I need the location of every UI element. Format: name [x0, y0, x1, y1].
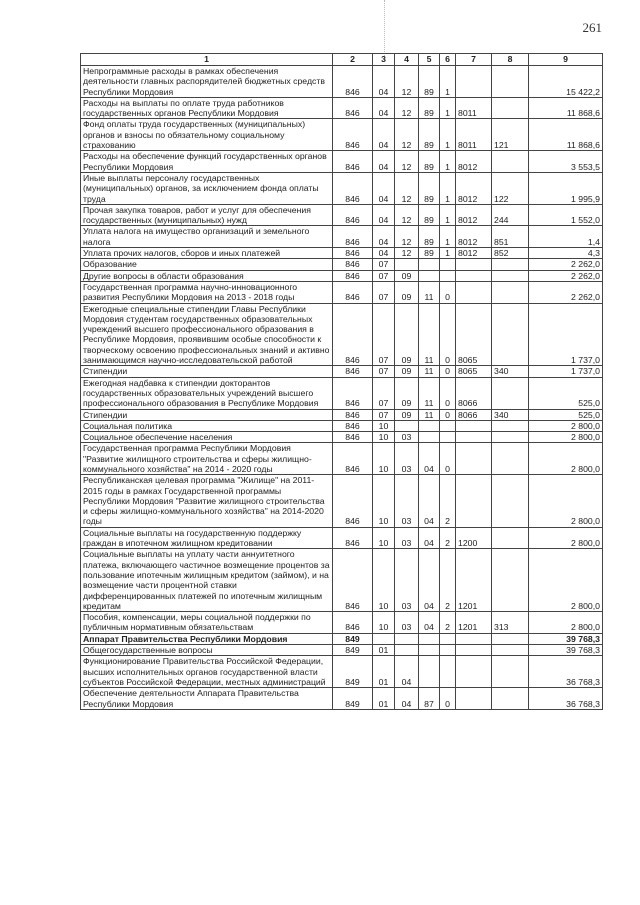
- row-ministry-code: 846: [333, 270, 373, 281]
- row-subprogram: 1: [440, 119, 456, 151]
- header-col-9: 9: [529, 54, 603, 66]
- row-article: [456, 645, 492, 656]
- row-subprogram: [440, 420, 456, 431]
- table-row: [81, 366, 603, 377]
- row-amount: 2 800,0: [529, 527, 603, 549]
- row-name: Ежегодная надбавка к стипендии докторантов государственных образовательных учреждений высшего профессионального образования в Республике Мордовия: [81, 377, 333, 409]
- row-name: Государственная программа научно-инновационного развития Республики Мордовия на 2013 - 2018 годы: [81, 281, 333, 303]
- row-program: 11: [419, 409, 440, 420]
- row-section: 10: [373, 612, 395, 634]
- row-expense-type: [492, 688, 529, 710]
- row-article: [456, 420, 492, 431]
- row-subsection: 04: [395, 656, 419, 688]
- row-amount: 2 800,0: [529, 420, 603, 431]
- row-expense-type: [492, 151, 529, 173]
- binding-mark: [384, 0, 386, 60]
- row-subsection: 09: [395, 270, 419, 281]
- row-article: [456, 281, 492, 303]
- row-amount: 2 800,0: [529, 432, 603, 443]
- row-program: 04: [419, 612, 440, 634]
- table-row: [81, 645, 603, 656]
- row-article: 8012: [456, 248, 492, 259]
- header-col-4: 4: [395, 54, 419, 66]
- header-col-5: 5: [419, 54, 440, 66]
- row-name: Уплата прочих налогов, сборов и иных платежей: [81, 248, 333, 259]
- row-subprogram: [440, 259, 456, 270]
- table-row: [81, 377, 603, 409]
- page-number: 261: [582, 20, 602, 35]
- row-amount: 525,0: [529, 377, 603, 409]
- row-section: 04: [373, 151, 395, 173]
- table-row: [81, 527, 603, 549]
- row-subprogram: [440, 432, 456, 443]
- row-subprogram: 2: [440, 549, 456, 612]
- row-subprogram: 2: [440, 475, 456, 527]
- row-program: 04: [419, 549, 440, 612]
- row-name: Аппарат Правительства Республики Мордовия: [81, 633, 333, 644]
- row-subsection: 12: [395, 151, 419, 173]
- row-subsection: [395, 259, 419, 270]
- row-expense-type: [492, 377, 529, 409]
- row-ministry-code: 846: [333, 409, 373, 420]
- row-ministry-code: 846: [333, 248, 373, 259]
- row-subsection: [395, 633, 419, 644]
- row-program: [419, 420, 440, 431]
- row-amount: 525,0: [529, 409, 603, 420]
- row-name: Функционирование Правительства Российской Федерации, высших исполнительных органов государственной власти субъектов Российской Федерации, местных администраций: [81, 656, 333, 688]
- row-ministry-code: 846: [333, 119, 373, 151]
- header-col-3: 3: [373, 54, 395, 66]
- row-amount: 2 800,0: [529, 475, 603, 527]
- row-article: 8011: [456, 119, 492, 151]
- row-amount: 1 737,0: [529, 366, 603, 377]
- row-amount: 39 768,3: [529, 645, 603, 656]
- row-name: Социальное обеспечение населения: [81, 432, 333, 443]
- table-row: [81, 172, 603, 204]
- row-name: Непрограммные расходы в рамках обеспечения деятельности главных распорядителей бюджетных средств Республики Мордовия: [81, 66, 333, 98]
- row-expense-type: [492, 420, 529, 431]
- row-ministry-code: 846: [333, 151, 373, 173]
- row-expense-type: [492, 475, 529, 527]
- row-expense-type: [492, 281, 529, 303]
- row-program: 87: [419, 688, 440, 710]
- row-section: 07: [373, 366, 395, 377]
- row-expense-type: [492, 432, 529, 443]
- row-subprogram: 1: [440, 97, 456, 119]
- table-row: [81, 420, 603, 431]
- row-subsection: [395, 420, 419, 431]
- row-expense-type: 122: [492, 172, 529, 204]
- row-amount: 3 553,5: [529, 151, 603, 173]
- row-ministry-code: 846: [333, 527, 373, 549]
- row-expense-type: [492, 97, 529, 119]
- row-article: [456, 475, 492, 527]
- row-article: [456, 66, 492, 98]
- row-amount: 4,3: [529, 248, 603, 259]
- row-section: 07: [373, 281, 395, 303]
- table-row: [81, 151, 603, 173]
- row-article: [456, 270, 492, 281]
- row-expense-type: 313: [492, 612, 529, 634]
- row-program: [419, 656, 440, 688]
- row-amount: 2 262,0: [529, 270, 603, 281]
- row-section: 10: [373, 443, 395, 475]
- row-program: 89: [419, 97, 440, 119]
- row-name: Ежегодные специальные стипендии Главы Республики Мордовия студентам государственных образовательных учреждений высшего профессионального образования в Республике Мордовия, проявившим особые способности к творческому освоению профессиональных знаний и активно занимающимся научно-исследовательской работой: [81, 303, 333, 366]
- row-subprogram: [440, 656, 456, 688]
- row-ministry-code: 846: [333, 281, 373, 303]
- row-program: 11: [419, 366, 440, 377]
- table-row: [81, 612, 603, 634]
- row-name: Стипендии: [81, 366, 333, 377]
- row-program: 89: [419, 248, 440, 259]
- row-name: Общегосударственные вопросы: [81, 645, 333, 656]
- row-subprogram: 1: [440, 151, 456, 173]
- budget-table: [80, 53, 603, 710]
- row-subprogram: 0: [440, 366, 456, 377]
- row-section: 01: [373, 656, 395, 688]
- row-expense-type: 340: [492, 366, 529, 377]
- row-subprogram: [440, 645, 456, 656]
- row-program: 04: [419, 527, 440, 549]
- row-subprogram: 2: [440, 612, 456, 634]
- row-ministry-code: 846: [333, 97, 373, 119]
- row-article: 1201: [456, 612, 492, 634]
- row-subsection: 03: [395, 612, 419, 634]
- row-article: 8065: [456, 303, 492, 366]
- row-subprogram: 1: [440, 66, 456, 98]
- row-article: 1200: [456, 527, 492, 549]
- row-ministry-code: 846: [333, 366, 373, 377]
- row-expense-type: [492, 270, 529, 281]
- table-row: [81, 303, 603, 366]
- row-section: 07: [373, 270, 395, 281]
- header-row: [81, 54, 603, 66]
- row-subprogram: 1: [440, 204, 456, 226]
- row-subsection: 04: [395, 688, 419, 710]
- row-section: 10: [373, 527, 395, 549]
- table-row: [81, 119, 603, 151]
- row-expense-type: [492, 549, 529, 612]
- table-row: [81, 475, 603, 527]
- row-subsection: 09: [395, 409, 419, 420]
- row-article: [456, 688, 492, 710]
- row-section: 01: [373, 645, 395, 656]
- row-ministry-code: 849: [333, 656, 373, 688]
- row-expense-type: 340: [492, 409, 529, 420]
- table-body: [81, 66, 603, 710]
- row-subprogram: 0: [440, 281, 456, 303]
- row-subprogram: [440, 270, 456, 281]
- row-ministry-code: 846: [333, 612, 373, 634]
- row-expense-type: [492, 66, 529, 98]
- row-program: [419, 432, 440, 443]
- row-subprogram: 1: [440, 172, 456, 204]
- row-amount: 1,4: [529, 226, 603, 248]
- row-article: [456, 432, 492, 443]
- row-name: Стипендии: [81, 409, 333, 420]
- table-row: [81, 248, 603, 259]
- row-name: Пособия, компенсации, меры социальной поддержки по публичным нормативным обязательствам: [81, 612, 333, 634]
- row-article: 8011: [456, 97, 492, 119]
- row-expense-type: [492, 259, 529, 270]
- row-article: 8012: [456, 204, 492, 226]
- row-amount: 36 768,3: [529, 656, 603, 688]
- table-row: [81, 432, 603, 443]
- row-section: 04: [373, 248, 395, 259]
- row-section: 07: [373, 303, 395, 366]
- row-ministry-code: 846: [333, 204, 373, 226]
- row-subsection: 12: [395, 226, 419, 248]
- row-name: Расходы на выплаты по оплате труда работников государственных органов Республики Мордовия: [81, 97, 333, 119]
- row-name: Государственная программа Республики Мордовия "Развитие жилищного строительства и сферы жилищно-коммунального хозяйства" на 2014 - 2020 годы: [81, 443, 333, 475]
- row-subsection: 09: [395, 303, 419, 366]
- row-subprogram: 0: [440, 377, 456, 409]
- row-expense-type: 852: [492, 248, 529, 259]
- header-col-8: 8: [492, 54, 529, 66]
- table-row: [81, 656, 603, 688]
- row-amount: 15 422,2: [529, 66, 603, 98]
- row-expense-type: [492, 633, 529, 644]
- row-article: 8066: [456, 377, 492, 409]
- table-row: [81, 97, 603, 119]
- row-ministry-code: 846: [333, 432, 373, 443]
- row-name: Обеспечение деятельности Аппарата Правительства Республики Мордовия: [81, 688, 333, 710]
- row-subprogram: [440, 633, 456, 644]
- row-amount: 2 800,0: [529, 612, 603, 634]
- row-section: 04: [373, 204, 395, 226]
- row-ministry-code: 846: [333, 259, 373, 270]
- row-name: Социальные выплаты на государственную поддержку граждан в ипотечном жилищном кредитовании: [81, 527, 333, 549]
- row-program: [419, 259, 440, 270]
- row-article: 8012: [456, 151, 492, 173]
- row-ministry-code: 846: [333, 66, 373, 98]
- row-subsection: 12: [395, 119, 419, 151]
- header-col-6: 6: [440, 54, 456, 66]
- row-ministry-code: 846: [333, 172, 373, 204]
- row-program: 11: [419, 377, 440, 409]
- row-name: Республиканская целевая программа "Жилище" на 2011-2015 годы в рамках Государственной программы Республики Мордовия "Развитие жилищного строительства и сферы жилищно-коммунального хозяйства" на 2014-2020 годы: [81, 475, 333, 527]
- row-subsection: 12: [395, 172, 419, 204]
- row-amount: 36 768,3: [529, 688, 603, 710]
- table-row: [81, 688, 603, 710]
- row-ministry-code: 846: [333, 475, 373, 527]
- row-article: 8012: [456, 172, 492, 204]
- row-article: [456, 656, 492, 688]
- row-section: 07: [373, 409, 395, 420]
- row-amount: 2 262,0: [529, 259, 603, 270]
- row-name: Иные выплаты персоналу государственных (муниципальных) органов, за исключением фонда оплаты труда: [81, 172, 333, 204]
- row-ministry-code: 846: [333, 303, 373, 366]
- row-amount: 2 262,0: [529, 281, 603, 303]
- row-program: 89: [419, 172, 440, 204]
- row-expense-type: 121: [492, 119, 529, 151]
- row-section: 04: [373, 226, 395, 248]
- row-section: 10: [373, 432, 395, 443]
- row-section: 01: [373, 688, 395, 710]
- row-expense-type: [492, 303, 529, 366]
- row-name: Социальные выплаты на уплату части аннуитетного платежа, включающего частичное возмещение процентов за пользование ипотечным жилищным кредитом (займом), и на возмещение части процентной ставки дифференцированных платежей по ипотечным жилищным кредитам: [81, 549, 333, 612]
- row-ministry-code: 846: [333, 377, 373, 409]
- row-program: [419, 633, 440, 644]
- row-name: Образование: [81, 259, 333, 270]
- row-subsection: 12: [395, 204, 419, 226]
- row-amount: 11 868,6: [529, 119, 603, 151]
- table-row: [81, 204, 603, 226]
- row-section: 10: [373, 475, 395, 527]
- row-expense-type: 244: [492, 204, 529, 226]
- row-ministry-code: 849: [333, 688, 373, 710]
- row-section: 04: [373, 97, 395, 119]
- table-row: [81, 549, 603, 612]
- header-col-2: 2: [333, 54, 373, 66]
- row-section: 04: [373, 119, 395, 151]
- row-article: 1201: [456, 549, 492, 612]
- row-subsection: 12: [395, 97, 419, 119]
- row-amount: 1 737,0: [529, 303, 603, 366]
- row-article: 8012: [456, 226, 492, 248]
- row-amount: 2 800,0: [529, 443, 603, 475]
- row-expense-type: [492, 527, 529, 549]
- row-article: 8066: [456, 409, 492, 420]
- header-col-1: 1: [81, 54, 333, 66]
- row-name: Фонд оплаты труда государственных (муниципальных) органов и взносы по обязательному социальному страхованию: [81, 119, 333, 151]
- row-article: [456, 443, 492, 475]
- table-row: [81, 443, 603, 475]
- row-program: 89: [419, 226, 440, 248]
- row-section: 04: [373, 66, 395, 98]
- row-ministry-code: 849: [333, 633, 373, 644]
- table-row: [81, 270, 603, 281]
- table-row: [81, 259, 603, 270]
- row-amount: 2 800,0: [529, 549, 603, 612]
- row-article: [456, 259, 492, 270]
- row-ministry-code: 846: [333, 443, 373, 475]
- table-row: [81, 66, 603, 98]
- row-program: [419, 270, 440, 281]
- table-row: [81, 633, 603, 644]
- row-program: 11: [419, 281, 440, 303]
- row-subsection: 12: [395, 66, 419, 98]
- row-section: [373, 633, 395, 644]
- row-subsection: [395, 645, 419, 656]
- row-subprogram: 0: [440, 443, 456, 475]
- row-ministry-code: 849: [333, 645, 373, 656]
- row-name: Расходы на обеспечение функций государственных органов Республики Мордовия: [81, 151, 333, 173]
- row-section: 10: [373, 420, 395, 431]
- row-subsection: 03: [395, 549, 419, 612]
- row-subprogram: 0: [440, 688, 456, 710]
- row-ministry-code: 846: [333, 420, 373, 431]
- row-name: Социальная политика: [81, 420, 333, 431]
- row-program: [419, 645, 440, 656]
- row-subprogram: 1: [440, 248, 456, 259]
- row-subprogram: 1: [440, 226, 456, 248]
- table-row: [81, 409, 603, 420]
- row-subsection: 09: [395, 281, 419, 303]
- row-ministry-code: 846: [333, 226, 373, 248]
- row-subsection: 09: [395, 377, 419, 409]
- row-program: 11: [419, 303, 440, 366]
- row-subprogram: 2: [440, 527, 456, 549]
- row-program: 89: [419, 119, 440, 151]
- row-subprogram: 0: [440, 409, 456, 420]
- row-amount: 1 552,0: [529, 204, 603, 226]
- table-row: [81, 281, 603, 303]
- row-program: 89: [419, 151, 440, 173]
- row-name: Прочая закупка товаров, работ и услуг для обеспечения государственных (муниципальных) нужд: [81, 204, 333, 226]
- row-subsection: 12: [395, 248, 419, 259]
- row-program: 89: [419, 204, 440, 226]
- row-section: 04: [373, 172, 395, 204]
- row-name: Уплата налога на имущество организаций и земельного налога: [81, 226, 333, 248]
- row-amount: 11 868,6: [529, 97, 603, 119]
- row-amount: 1 995,9: [529, 172, 603, 204]
- row-article: 8065: [456, 366, 492, 377]
- row-subsection: 03: [395, 475, 419, 527]
- row-expense-type: 851: [492, 226, 529, 248]
- row-section: 07: [373, 377, 395, 409]
- row-expense-type: [492, 443, 529, 475]
- row-expense-type: [492, 645, 529, 656]
- row-subprogram: 0: [440, 303, 456, 366]
- row-amount: 39 768,3: [529, 633, 603, 644]
- row-ministry-code: 846: [333, 549, 373, 612]
- row-subsection: 03: [395, 527, 419, 549]
- row-section: 07: [373, 259, 395, 270]
- header-col-7: 7: [456, 54, 492, 66]
- row-section: 10: [373, 549, 395, 612]
- row-expense-type: [492, 656, 529, 688]
- row-program: 04: [419, 443, 440, 475]
- row-subsection: 03: [395, 443, 419, 475]
- table-row: [81, 226, 603, 248]
- row-article: [456, 633, 492, 644]
- row-subsection: 03: [395, 432, 419, 443]
- row-program: 04: [419, 475, 440, 527]
- row-program: 89: [419, 66, 440, 98]
- row-name: Другие вопросы в области образования: [81, 270, 333, 281]
- row-subsection: 09: [395, 366, 419, 377]
